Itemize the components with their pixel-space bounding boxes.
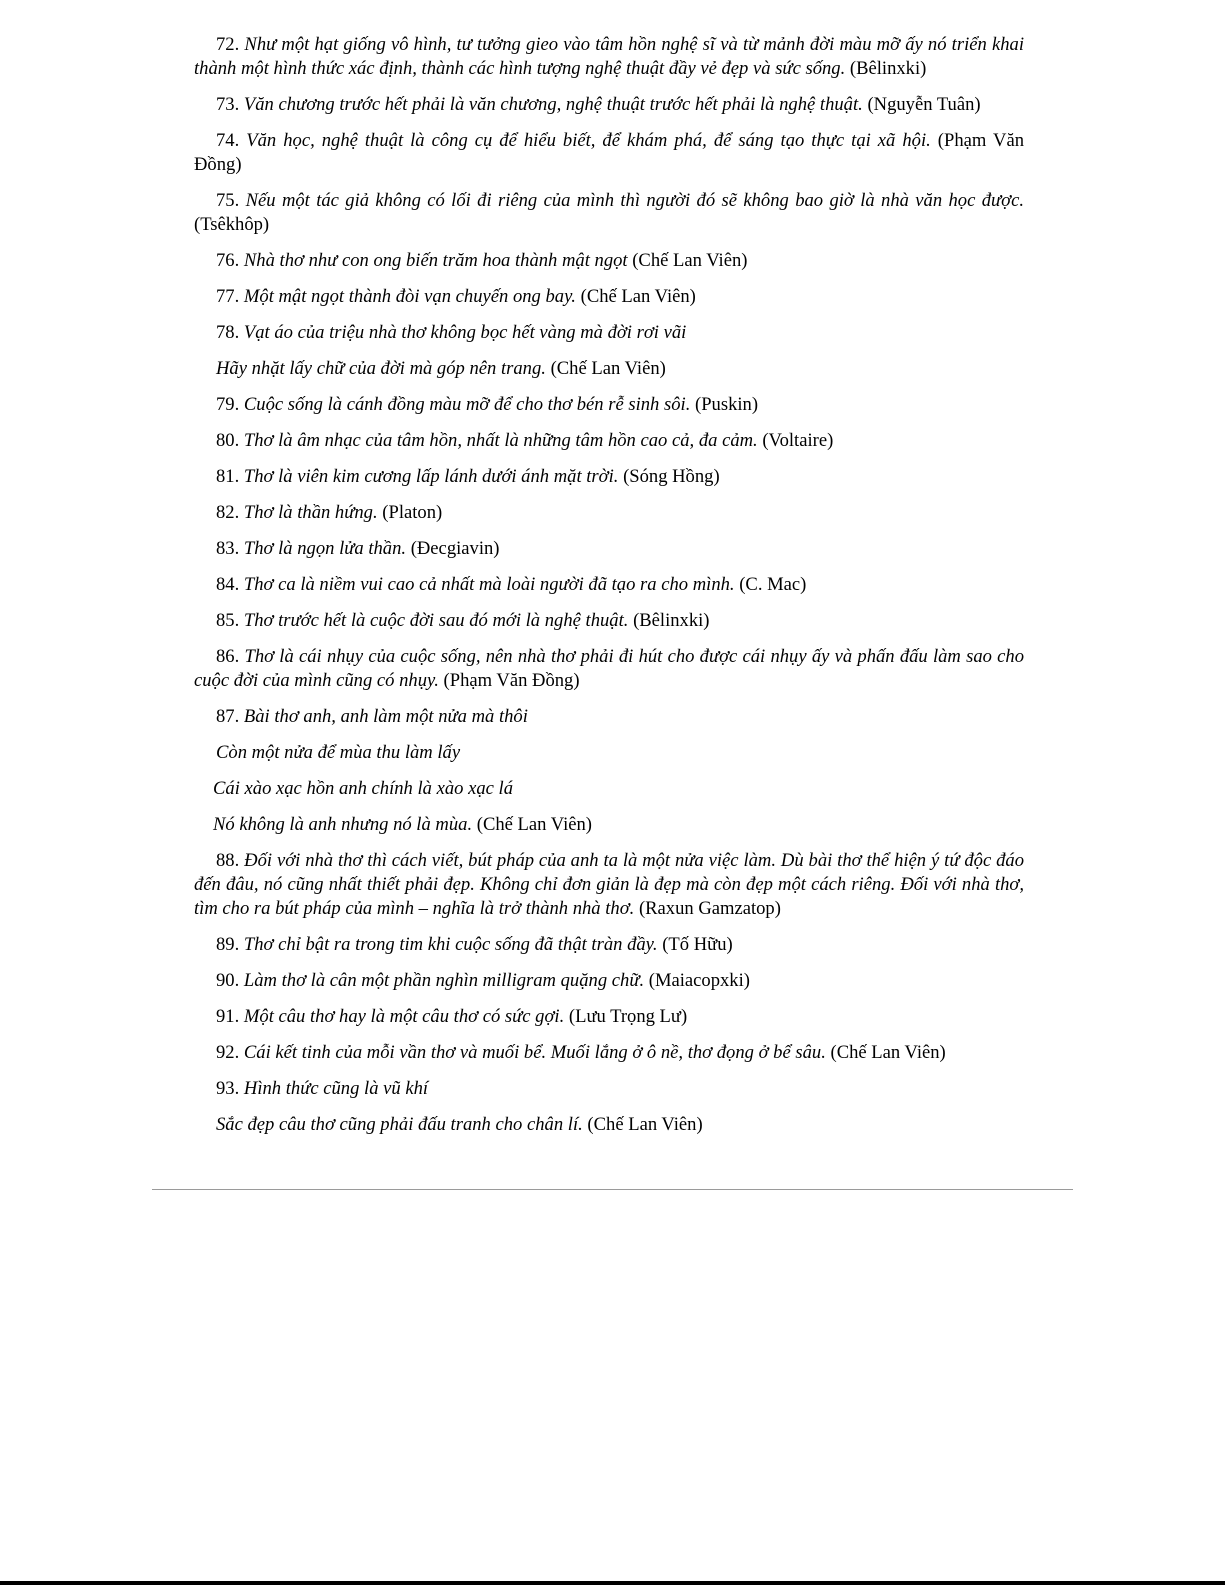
- quote-number: 78.: [216, 322, 240, 343]
- quote-87-line-4: [194, 813, 1024, 837]
- quote-author: (Phạm Văn Đồng): [443, 670, 580, 691]
- quote-80: [194, 429, 1024, 453]
- quote-author: (Raxun Gamzatop): [638, 898, 781, 919]
- quote-author: (Sóng Hồng): [623, 466, 720, 487]
- quote-author: (Chế Lan Viên): [580, 286, 696, 307]
- quote-author: (Chế Lan Viên): [632, 250, 748, 271]
- quote-number: 91.: [216, 1006, 240, 1027]
- quote-text: Hãy nhặt lấy chữ của đời mà góp nên trang.: [216, 358, 546, 379]
- quote-author: (Maiacopxki): [648, 970, 750, 991]
- quote-87-line-3: [194, 777, 1024, 801]
- quote-78: [194, 321, 1024, 345]
- quote-83: [194, 537, 1024, 561]
- document-body: [194, 33, 1024, 1149]
- quote-text: Còn một nửa để mùa thu làm lấy: [216, 742, 461, 763]
- quote-number: 86.: [216, 646, 240, 667]
- quote-text: Nó không là anh nhưng nó là mùa.: [213, 814, 473, 835]
- quote-number: 75.: [216, 190, 240, 211]
- quote-author: (Chế Lan Viên): [830, 1042, 946, 1063]
- quote-text: Cái xào xạc hồn anh chính là xào xạc lá: [213, 778, 514, 799]
- quote-number: 80.: [216, 430, 240, 451]
- quote-78-continuation: [194, 357, 1024, 381]
- quote-73: [194, 93, 1024, 117]
- quote-92: [194, 1041, 1024, 1065]
- quote-number: 83.: [216, 538, 240, 559]
- quote-number: 79.: [216, 394, 240, 415]
- quote-author: (Chế Lan Viên): [550, 358, 666, 379]
- quote-author: (C. Mac): [739, 574, 807, 595]
- quote-88: [194, 849, 1024, 921]
- quote-text: Một mật ngọt thành đòi vạn chuyến ong bay.: [243, 286, 576, 307]
- quote-text: Thơ là ngọn lửa thần.: [243, 538, 407, 559]
- quote-number: 85.: [216, 610, 240, 631]
- quote-text: Văn học, nghệ thuật là công cụ để hiểu biết, để khám phá, để sáng tạo thực tại xã hội.: [246, 130, 931, 151]
- quote-number: 87.: [216, 706, 240, 727]
- quote-93: [194, 1077, 1024, 1101]
- quote-90: [194, 969, 1024, 993]
- quote-number: 88.: [216, 850, 240, 871]
- quote-number: 72.: [216, 34, 240, 55]
- quote-author: (Nguyễn Tuân): [867, 94, 981, 115]
- quote-text: Nếu một tác giả không có lối đi riêng của mình thì người đó sẽ không bao giờ là nhà văn học được.: [245, 190, 1024, 211]
- quote-79: [194, 393, 1024, 417]
- quote-number: 93.: [216, 1078, 240, 1099]
- quote-author: (Voltaire): [762, 430, 834, 451]
- quote-text: Một câu thơ hay là một câu thơ có sức gợi.: [243, 1006, 565, 1027]
- quote-author: (Platon): [382, 502, 443, 523]
- quote-text: Bài thơ anh, anh làm một nửa mà thôi: [243, 706, 528, 727]
- quote-author: (Bêlinxki): [633, 610, 710, 631]
- quote-author: (Tsêkhôp): [194, 214, 270, 235]
- quote-number: 77.: [216, 286, 240, 307]
- quote-84: [194, 573, 1024, 597]
- quote-text: Thơ ca là niềm vui cao cả nhất mà loài người đã tạo ra cho mình.: [243, 574, 735, 595]
- quote-text: Thơ trước hết là cuộc đời sau đó mới là nghệ thuật.: [243, 610, 629, 631]
- quote-text: Cái kết tinh của mỗi vần thơ và muối bể. Muối lắng ở ô nề, thơ đọng ở bể sâu.: [243, 1042, 826, 1063]
- quote-82: [194, 501, 1024, 525]
- quote-text: Thơ là âm nhạc của tâm hồn, nhất là những tâm hồn cao cả, đa cảm.: [243, 430, 758, 451]
- quote-text: Vạt áo của triệu nhà thơ không bọc hết vàng mà đời rơi vãi: [243, 322, 687, 343]
- quote-author: (Đecgiavin): [410, 538, 500, 559]
- quote-text: Thơ là cái nhụy của cuộc sống, nên nhà thơ phải đi hút cho được cái nhụy ấy và phấn đấu làm sao cho cuộc đời của mình cũng có nhụy.: [194, 646, 1024, 691]
- page-divider: [152, 1189, 1073, 1190]
- quote-87: [194, 705, 1024, 729]
- quote-76: [194, 249, 1024, 273]
- quote-72: [194, 33, 1024, 81]
- quote-author: (Chế Lan Viên): [476, 814, 592, 835]
- quote-93-continuation: [194, 1113, 1024, 1137]
- quote-text: Thơ là viên kim cương lấp lánh dưới ánh mặt trời.: [243, 466, 619, 487]
- quote-number: 74.: [216, 130, 240, 151]
- quote-author: (Chế Lan Viên): [587, 1114, 703, 1135]
- quote-number: 82.: [216, 502, 240, 523]
- quote-text: Đối với nhà thơ thì cách viết, bút pháp của anh ta là một nửa việc làm. Dù bài thơ thể hiện ý tứ độc đáo đến đâu, nó cũng nhất thiết phải đẹp. Không chỉ đơn giản là đẹp mà còn đẹp một cách riêng. Đối với nhà thơ, tìm cho ra bút pháp của mình – nghĩa là trở thành nhà thơ.: [194, 850, 1024, 919]
- page-bottom-edge: [0, 1581, 1225, 1585]
- quote-89: [194, 933, 1024, 957]
- quote-number: 89.: [216, 934, 240, 955]
- quote-author: (Puskin): [695, 394, 759, 415]
- quote-text: Như một hạt giống vô hình, tư tưởng gieo vào tâm hồn nghệ sĩ và từ mảnh đời màu mỡ ấy nó triển khai thành một hình thức xác định, thành các hình tượng nghệ thuật đầy vẻ đẹp và sức sống.: [194, 34, 1024, 79]
- quote-75: [194, 189, 1024, 237]
- quote-number: 92.: [216, 1042, 240, 1063]
- quote-91: [194, 1005, 1024, 1029]
- quote-text: Sắc đẹp câu thơ cũng phải đấu tranh cho chân lí.: [216, 1114, 583, 1135]
- quote-74: [194, 129, 1024, 177]
- quote-author: (Tố Hữu): [662, 934, 733, 955]
- quote-text: Làm thơ là cân một phần nghìn milligram quặng chữ.: [243, 970, 645, 991]
- quote-author: (Phạm Văn Đồng): [194, 130, 1024, 175]
- quote-number: 84.: [216, 574, 240, 595]
- quote-81: [194, 465, 1024, 489]
- quote-text: Thơ chỉ bật ra trong tim khi cuộc sống đã thật tràn đầy.: [243, 934, 658, 955]
- quote-87-line-2: [194, 741, 1024, 765]
- quote-text: Văn chương trước hết phải là văn chương, nghệ thuật trước hết phải là nghệ thuật.: [243, 94, 863, 115]
- quote-text: Hình thức cũng là vũ khí: [243, 1078, 429, 1099]
- quote-text: Thơ là thần hứng.: [243, 502, 378, 523]
- quote-85: [194, 609, 1024, 633]
- quote-number: 76.: [216, 250, 240, 271]
- quote-86: [194, 645, 1024, 693]
- quote-author: (Bêlinxki): [849, 58, 927, 79]
- quote-number: 73.: [216, 94, 240, 115]
- quote-author: (Lưu Trọng Lư): [568, 1006, 688, 1027]
- quote-text: Cuộc sống là cánh đồng màu mỡ để cho thơ bén rễ sinh sôi.: [243, 394, 691, 415]
- quote-77: [194, 285, 1024, 309]
- quote-text: Nhà thơ như con ong biến trăm hoa thành mật ngọt: [243, 250, 628, 271]
- quote-number: 90.: [216, 970, 240, 991]
- quote-number: 81.: [216, 466, 240, 487]
